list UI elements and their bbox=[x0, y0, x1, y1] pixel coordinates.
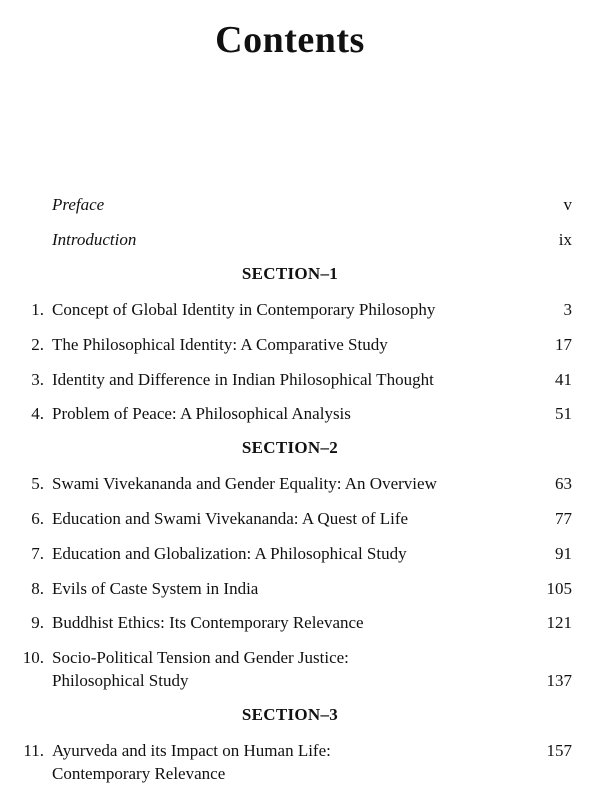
front-matter-label: Introduction bbox=[52, 230, 137, 249]
entry-number: 4. bbox=[31, 404, 44, 423]
entry-page: 91 bbox=[555, 544, 572, 563]
entry-title: Education and Globalization: A Philosophical Study bbox=[52, 544, 407, 563]
section-heading: SECTION–3 bbox=[241, 705, 339, 724]
toc-entry bbox=[0, 740, 572, 784]
entry-page: 121 bbox=[546, 613, 572, 632]
toc-entry bbox=[0, 647, 572, 691]
entry-title: Buddhist Ethics: Its Contemporary Relevance bbox=[52, 613, 364, 632]
section-heading: SECTION–2 bbox=[241, 438, 339, 457]
entry-title: Swami Vivekananda and Gender Equality: An Overview bbox=[52, 474, 437, 493]
front-matter-page: ix bbox=[558, 230, 572, 249]
section-heading: SECTION–1 bbox=[241, 264, 339, 283]
entry-title: The Philosophical Identity: A Comparative Study bbox=[52, 335, 388, 354]
entry-number: 9. bbox=[31, 613, 44, 632]
entry-page: 77 bbox=[555, 509, 572, 528]
entry-page: 105 bbox=[546, 579, 572, 598]
entry-title: Problem of Peace: A Philosophical Analysis bbox=[52, 404, 351, 423]
front-matter-page: v bbox=[563, 195, 572, 214]
entry-number: 8. bbox=[31, 579, 44, 598]
entry-title: Concept of Global Identity in Contemporary Philosophy bbox=[52, 300, 436, 319]
front-matter-label: Preface bbox=[52, 195, 105, 214]
entry-title-continued: Contemporary Relevance bbox=[52, 764, 226, 783]
entry-page: 157 bbox=[546, 741, 572, 760]
entry-number: 2. bbox=[31, 335, 44, 354]
entry-title: Socio-Political Tension and Gender Justice: bbox=[52, 648, 349, 667]
entry-page: 137 bbox=[546, 671, 572, 690]
page-title: Contents bbox=[215, 19, 365, 61]
entry-number: 11. bbox=[23, 741, 44, 760]
entry-page: 63 bbox=[555, 474, 572, 493]
entry-title: Ayurveda and its Impact on Human Life: bbox=[52, 741, 331, 760]
entry-number: 10. bbox=[22, 648, 44, 667]
entry-title: Evils of Caste System in India bbox=[52, 579, 259, 598]
entry-number: 1. bbox=[31, 300, 44, 319]
entry-title: Education and Swami Vivekananda: A Quest of Life bbox=[52, 509, 409, 528]
entry-number: 7. bbox=[31, 544, 44, 563]
entry-number: 6. bbox=[31, 509, 44, 528]
entry-title-continued: Philosophical Study bbox=[52, 671, 189, 690]
entry-page: 3 bbox=[563, 300, 572, 319]
entry-page: 51 bbox=[555, 404, 572, 423]
entry-title: Identity and Difference in Indian Philosophical Thought bbox=[52, 370, 434, 389]
entry-page: 17 bbox=[555, 335, 572, 354]
entry-number: 5. bbox=[31, 474, 44, 493]
entry-page: 41 bbox=[555, 370, 572, 389]
entry-number: 3. bbox=[31, 370, 44, 389]
